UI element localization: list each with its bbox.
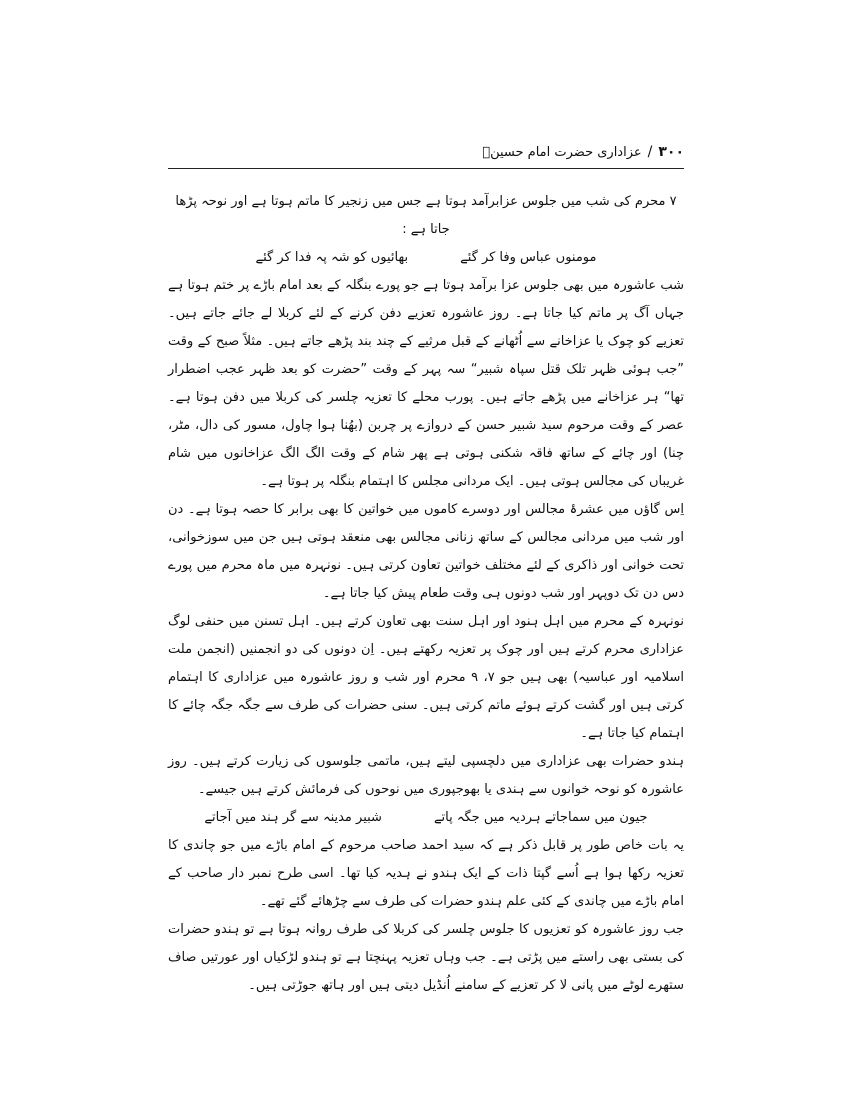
intro-paragraph: ۷ محرم کی شب میں جلوس عزابرآمد ہوتا ہے جس میں زنجیر کا ماتم ہوتا ہے اور نوحہ پڑھا جاتا ہے : <box>175 194 677 237</box>
verse-2-left: شبیر مدینہ سے گر ہند میں آجاتے <box>204 810 382 825</box>
page-number: ۳۰۰ <box>658 144 684 160</box>
paragraph-5: یہ بات خاص طور پر قابل ذکر ہے کہ سید احمد صاحب مرحوم کے امام باڑے میں جو چاندی کا تعزیہ رکھا ہوا ہے اُسے گپتا ذات کے ایک ہندو نے ہدیہ کیا تھا۔ اسی طرح نمبر دار صاحب کے امام باڑے میں چاندی کے کئی علم ہندو حضرات کی طرف سے چڑھائے گئے تھے۔ <box>168 838 684 909</box>
paragraph-3: نونہرہ کے محرم میں اہل ہنود اور اہل سنت بھی تعاون کرتے ہیں۔ اہل تسنن میں حنفی لوگ عزاداری محرم کرتے ہیں اور چوک پر تعزیہ رکھتے ہیں۔ اِن دونوں کی دو انجمنیں (انجمن ملت اسلامیہ اور عباسیہ) بھی ہیں جو ۷، ۹ محرم اور شب و روز عاشورہ میں عزاداری کا اہتمام کرتی ہیں اور گشت کرتے ہوئے ماتم کرتی ہیں۔ سنی حضرات کی طرف سے جگہ جگہ چائے کا اہتمام کیا جاتا ہے۔ <box>168 614 685 741</box>
header-separator: / <box>647 144 653 160</box>
page-header <box>168 140 684 164</box>
verse-1-left: بھائیوں کو شہ پہ فدا کر گئے <box>255 250 409 265</box>
header-rule <box>168 168 684 169</box>
verse-couplet-1 <box>168 244 684 272</box>
page-body <box>168 188 684 1000</box>
running-title: عزاداری حضرت امام حسینؑ <box>482 144 642 160</box>
paragraph-2: اِس گاؤں میں عشرۂ مجالس اور دوسرے کاموں میں خواتین کا بھی برابر کا حصہ ہوتا ہے۔ دن اور شب میں مردانی مجالس کے ساتھ زنانی مجالس بھی منعقد ہوتی ہیں جن میں سوزخوانی، تحت خوانی اور ذاکری کے لئے مختلف خواتین تعاون کرتی ہیں۔ نونہرہ میں ماہ محرم میں پورے دس دن تک دوپہر اور شب دونوں ہی وقت طعام پیش کیا جاتا ہے۔ <box>168 502 684 601</box>
paragraph-4: ہندو حضرات بھی عزاداری میں دلچسپی لیتے ہیں، ماتمی جلوسوں کی زیارت کرتے ہیں۔ روز عاشورہ کو نوحہ خوانوں سے ہندی یا بھوجپوری میں نوحوں کی فرمائش کرتے ہیں جیسے۔ <box>168 754 684 797</box>
paragraph-1: شب عاشورہ میں بھی جلوس عزا برآمد ہوتا ہے جو پورے بنگلہ کے بعد امام باڑے پر ختم ہوتا ہے جہاں آگ پر ماتم کیا جاتا ہے۔ روز عاشورہ تعزیے دفن کرنے کے لئے کربلا لے جائے جاتے ہیں۔ تعزیے کو چوک یا عزاخانے سے اُٹھانے کے قبل مرثیے کے چند بند پڑھے جاتے ہیں۔ مثلاً صبح کے وقت ”جب ہوئی ظہر تلک قتل سپاہ شبیر“ سہ پہر کے وقت ”حضرت کو بعد ظہر عجب اضطرار تھا“ ہر عزاخانے میں پڑھے جاتے ہیں۔ پورب محلے کا تعزیہ چلسر کی کربلا میں دفن ہوتا ہے۔ عصر کے وقت مرحوم سید شبیر حسن کے دروازے پر چربن (بھُنا ہوا چاول، مسور کی دال، مٹر، چنا) اور چائے کے ساتھ فاقہ شکنی ہوتی ہے پھر شام کے وقت الگ الگ عزاخانوں میں شام غریباں کی مجالس ہوتی ہیں۔ ایک مردانی مجلس کا اہتمام بنگلہ پر ہوتا ہے۔ <box>168 278 684 489</box>
verse-2-right: جیون میں سماجاتے ہردیہ میں جگہ پاتے <box>433 810 648 825</box>
verse-1-right: مومنوں عباس وفا کر گئے <box>460 250 597 265</box>
paragraph-6: جب روز عاشورہ کو تعزیوں کا جلوس چلسر کی کربلا کی طرف روانہ ہوتا ہے تو ہندو حضرات کی بستی بھی راستے میں پڑتی ہے۔ جب وہاں تعزیہ پہنچتا ہے تو ہندو لڑکیاں اور عورتیں صاف ستھرے لوٹے میں پانی لا کر تعزیے کے سامنے اُنڈیل دیتی ہیں اور ہاتھ جوڑتی ہیں۔ <box>168 922 684 993</box>
verse-couplet-2 <box>168 804 684 832</box>
